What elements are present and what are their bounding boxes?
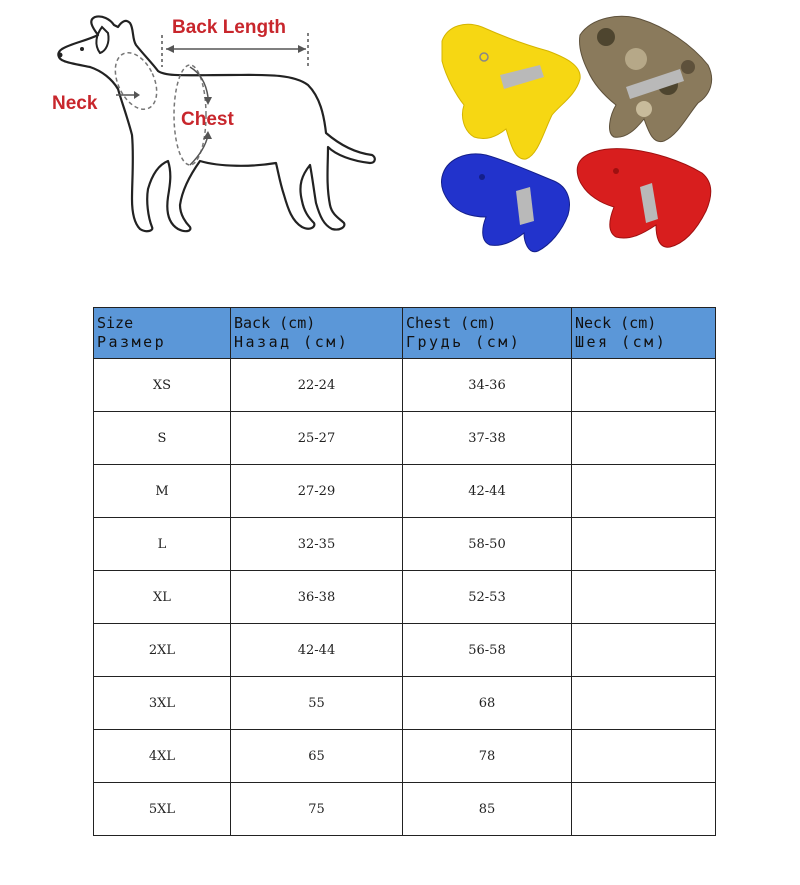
table-row [94, 783, 716, 836]
cell-back: 65 [231, 730, 403, 783]
cell-neck [572, 412, 716, 465]
cell-back: 42-44 [231, 624, 403, 677]
table-row [94, 677, 716, 730]
table-row [94, 465, 716, 518]
cell-size: XS [94, 359, 231, 412]
table-row [94, 571, 716, 624]
table-row [94, 359, 716, 412]
header-back-en: Back (cm) [234, 314, 316, 332]
header-chest-en: Chest (cm) [406, 314, 497, 332]
dog-eye [80, 47, 84, 51]
header-neck-en: Neck (cm) [575, 314, 657, 332]
cell-size: 5XL [94, 783, 231, 836]
raincoat-product-images [430, 5, 720, 275]
cell-size: 4XL [94, 730, 231, 783]
neck-arrowhead [134, 91, 140, 99]
dog-nose [58, 53, 63, 58]
header-back [231, 308, 403, 359]
illustration-area [0, 0, 800, 290]
cell-chest: 68 [403, 677, 572, 730]
cell-neck [572, 518, 716, 571]
cell-neck [572, 783, 716, 836]
table-header-row [94, 308, 716, 359]
table-body [94, 359, 716, 836]
cell-neck [572, 465, 716, 518]
table-row [94, 730, 716, 783]
chest-arrow-bottom [190, 135, 208, 165]
cell-chest: 78 [403, 730, 572, 783]
cell-chest: 37-38 [403, 412, 572, 465]
cell-back: 25-27 [231, 412, 403, 465]
dog-ear [96, 27, 108, 53]
cell-chest: 58-50 [403, 518, 572, 571]
cell-neck [572, 624, 716, 677]
yellow-raincoat-image [442, 24, 580, 159]
size-table [93, 307, 716, 836]
chest-arrow-top [190, 67, 208, 97]
cell-size: M [94, 465, 231, 518]
cell-back: 32-35 [231, 518, 403, 571]
table-row [94, 518, 716, 571]
cell-chest: 42-44 [403, 465, 572, 518]
back-length-label: Back Length [172, 17, 287, 38]
header-size-ru: Размер [97, 333, 167, 351]
header-size [94, 308, 231, 359]
dog-measurement-diagram [40, 5, 390, 270]
cell-back: 55 [231, 677, 403, 730]
cell-back: 27-29 [231, 465, 403, 518]
chest-label: Chest [181, 109, 234, 130]
cell-chest: 56-58 [403, 624, 572, 677]
neck-measure-line [107, 46, 165, 116]
table-row [94, 624, 716, 677]
cell-neck [572, 359, 716, 412]
red-raincoat-image [577, 149, 711, 248]
cell-size: L [94, 518, 231, 571]
header-chest [403, 308, 572, 359]
cell-back: 22-24 [231, 359, 403, 412]
cell-size: XL [94, 571, 231, 624]
header-back-ru: Назад (см) [234, 333, 350, 351]
header-neck-ru: Шея (см) [575, 333, 668, 351]
cell-size: 2XL [94, 624, 231, 677]
cell-back: 75 [231, 783, 403, 836]
cell-neck [572, 730, 716, 783]
blue-raincoat-image [441, 154, 569, 252]
cell-chest: 34-36 [403, 359, 572, 412]
cell-chest: 85 [403, 783, 572, 836]
back-length-arrowhead-right [298, 45, 306, 53]
cell-back: 36-38 [231, 571, 403, 624]
header-neck [572, 308, 716, 359]
header-size-en: Size [97, 314, 134, 332]
cell-chest: 52-53 [403, 571, 572, 624]
camo-raincoat-image [579, 16, 711, 141]
cell-neck [572, 571, 716, 624]
neck-label: Neck [52, 93, 98, 114]
table-row [94, 412, 716, 465]
size-chart [93, 307, 715, 836]
back-length-arrowhead-left [166, 45, 174, 53]
header-chest-ru: Грудь (см) [406, 333, 522, 351]
cell-neck [572, 677, 716, 730]
cell-size: 3XL [94, 677, 231, 730]
cell-size: S [94, 412, 231, 465]
